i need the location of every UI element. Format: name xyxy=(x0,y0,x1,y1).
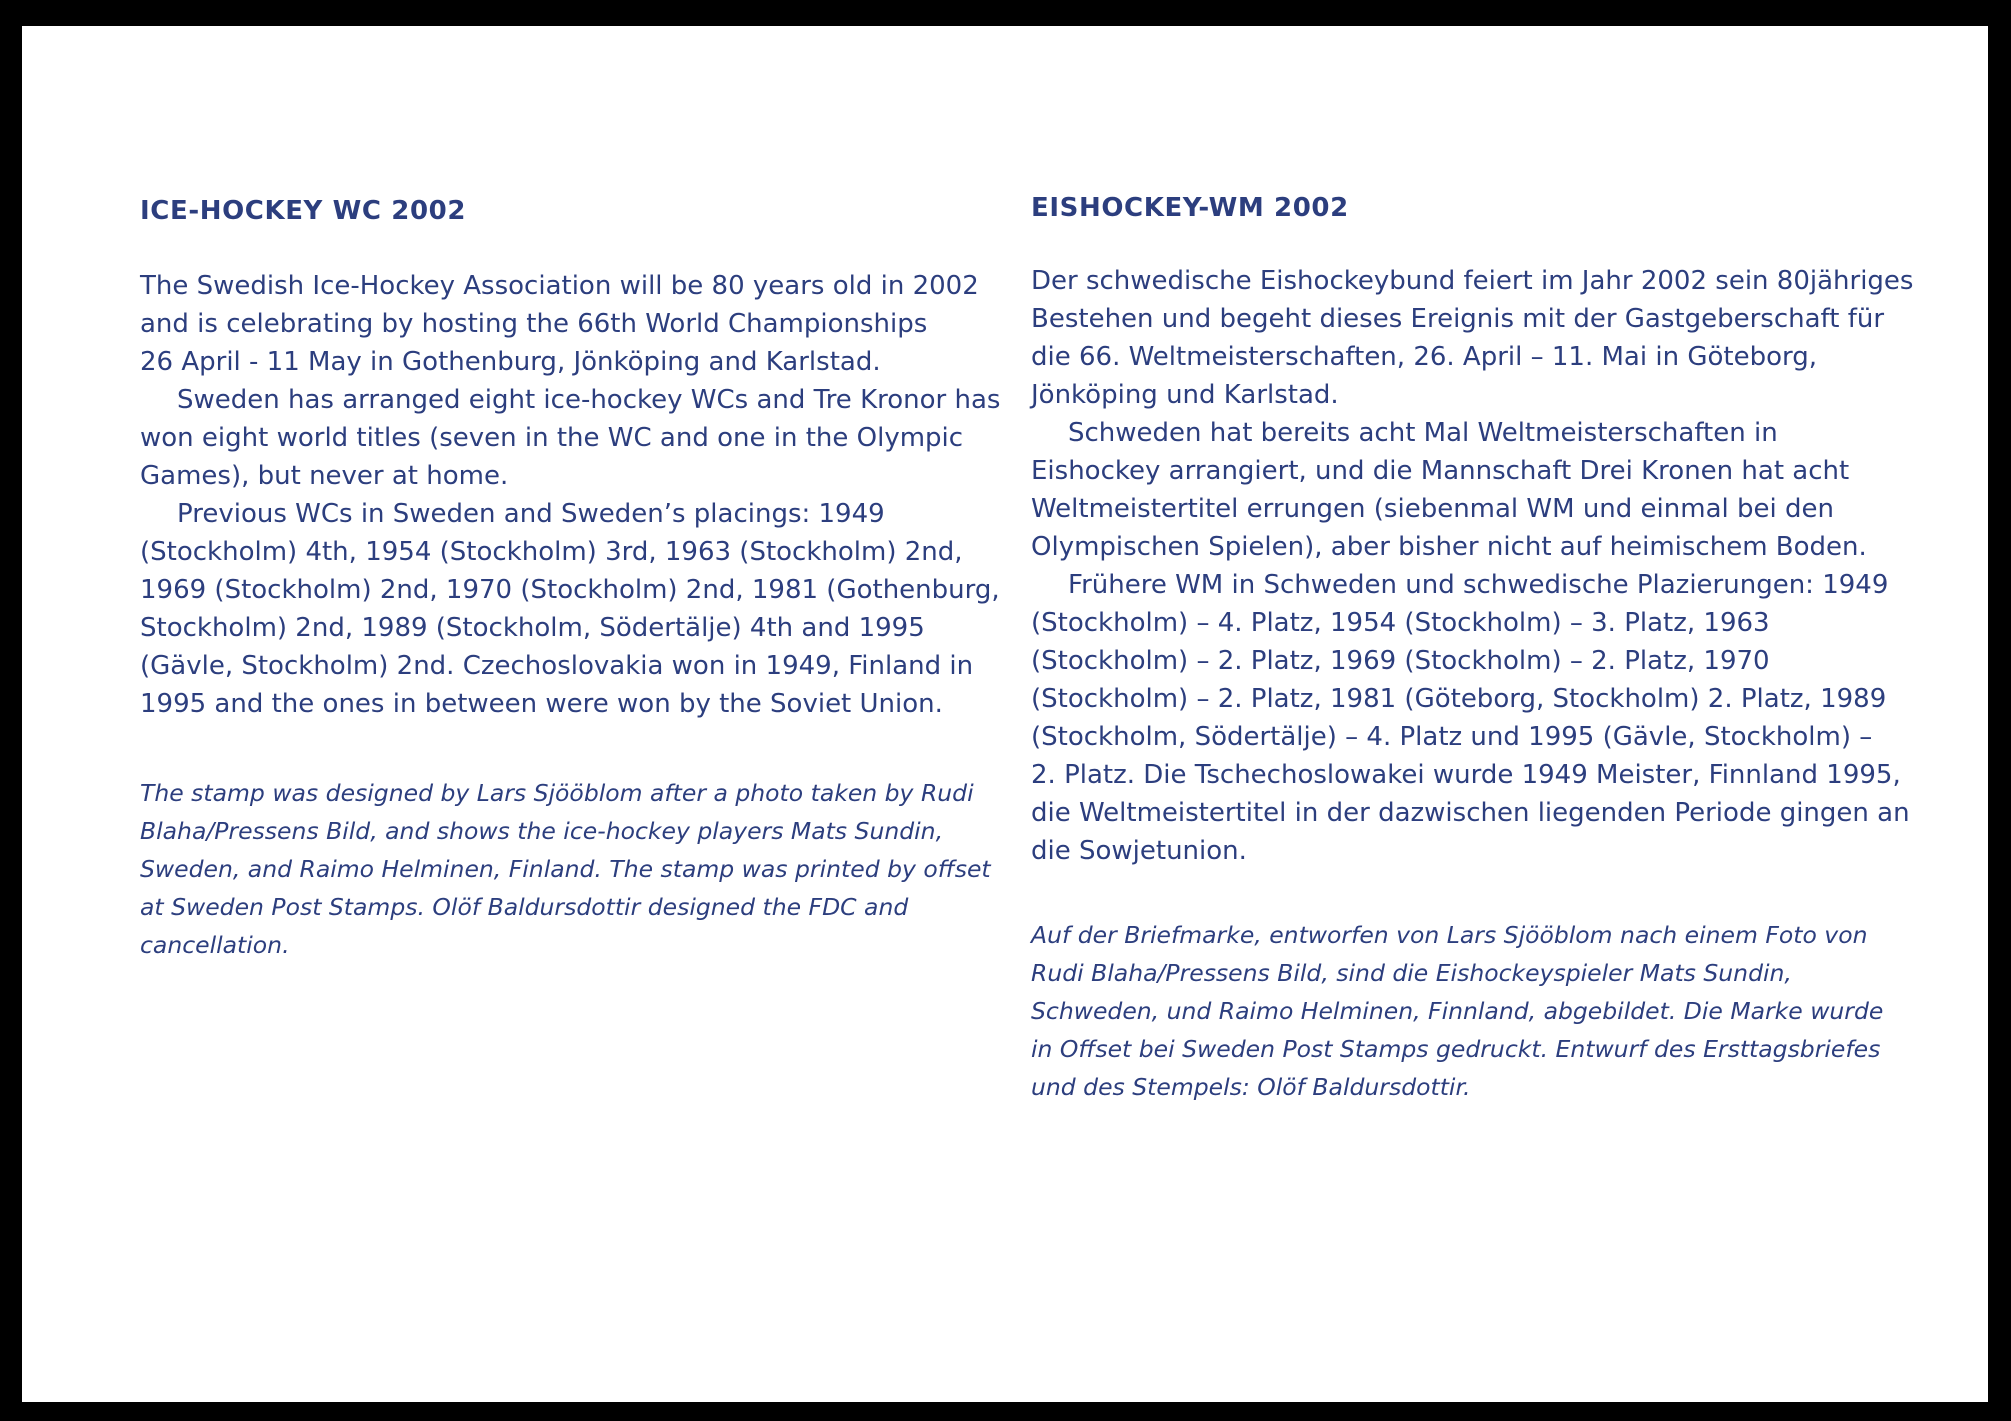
text-line: Jönköping und Karlstad. xyxy=(1031,380,1339,410)
caption-line: cancellation. xyxy=(140,931,290,959)
text-line: (Stockholm) – 2. Platz, 1969 (Stockholm) – 2. Platz, 1970 xyxy=(1031,646,1770,676)
german-title: EISHOCKEY-WM 2002 xyxy=(1031,193,1349,223)
text-line: 1969 (Stockholm) 2nd, 1970 (Stockholm) 2nd, 1981 (Gothenburg, xyxy=(140,575,1000,605)
text-line: Frühere WM in Schweden und schwedische Plazierungen: 1949 xyxy=(1068,570,1889,600)
text-line: die Sowjetunion. xyxy=(1031,836,1247,866)
text-line: Sweden has arranged eight ice-hockey WCs and Tre Kronor has xyxy=(177,385,1001,415)
text-line: Olympischen Spielen), aber bisher nicht auf heimischem Boden. xyxy=(1031,532,1867,562)
text-line: (Gävle, Stockholm) 2nd. Czechoslovakia won in 1949, Finland in xyxy=(140,651,974,681)
text-line: (Stockholm) – 2. Platz, 1981 (Göteborg, Stockholm) 2. Platz, 1989 xyxy=(1031,684,1887,714)
text-line: Eishockey arrangiert, und die Mannschaft Drei Kronen hat acht xyxy=(1031,456,1850,486)
caption-line: Sweden, and Raimo Helminen, Finland. The stamp was printed by offset xyxy=(140,855,991,883)
text-line: die 66. Weltmeisterschaften, 26. April – 11. Mai in Göteborg, xyxy=(1031,342,1817,372)
caption-line: Schweden, und Raimo Helminen, Finnland, abgebildet. Die Marke wurde xyxy=(1031,997,1884,1025)
text-line: won eight world titles (seven in the WC and one in the Olympic xyxy=(140,423,964,453)
caption-line: Rudi Blaha/Pressens Bild, sind die Eishockeyspieler Mats Sundin, xyxy=(1031,959,1792,987)
text-line: Schweden hat bereits acht Mal Weltmeisterschaften in xyxy=(1068,418,1778,448)
text-line: The Swedish Ice-Hockey Association will be 80 years old in 2002 xyxy=(140,271,979,301)
german-caption xyxy=(1031,916,1883,1106)
english-caption xyxy=(140,774,991,964)
text-line: (Stockholm) – 4. Platz, 1954 (Stockholm) – 3. Platz, 1963 xyxy=(1031,608,1770,638)
english-body xyxy=(140,267,1000,723)
text-line: Previous WCs in Sweden and Sweden’s placings: 1949 xyxy=(177,499,885,529)
document-sheet xyxy=(22,26,1988,1402)
text-line: die Weltmeistertitel in der dazwischen liegenden Periode gingen an xyxy=(1031,798,1910,828)
text-line: Games), but never at home. xyxy=(140,461,509,491)
text-line: Bestehen und begeht dieses Ereignis mit der Gastgeberschaft für xyxy=(1031,304,1885,334)
text-line: (Stockholm, Södertälje) – 4. Platz und 1995 (Gävle, Stockholm) – xyxy=(1031,722,1873,752)
caption-line: The stamp was designed by Lars Sjööblom after a photo taken by Rudi xyxy=(140,779,974,807)
caption-line: und des Stempels: Olöf Baldursdottir. xyxy=(1031,1073,1471,1101)
english-title: ICE-HOCKEY WC 2002 xyxy=(140,196,467,226)
text-line: 1995 and the ones in between were won by the Soviet Union. xyxy=(140,689,943,719)
caption-line: Auf der Briefmarke, entworfen von Lars Sjööblom nach einem Foto von xyxy=(1031,921,1868,949)
text-line: (Stockholm) 4th, 1954 (Stockholm) 3rd, 1963 (Stockholm) 2nd, xyxy=(140,537,963,567)
text-line: 26 April - 11 May in Gothenburg, Jönköping and Karlstad. xyxy=(140,347,881,377)
text-line: and is celebrating by hosting the 66th World Championships xyxy=(140,309,928,339)
text-line: 2. Platz. Die Tschechoslowakei wurde 1949 Meister, Finnland 1995, xyxy=(1031,760,1901,790)
caption-line: Blaha/Pressens Bild, and shows the ice-hockey players Mats Sundin, xyxy=(140,817,944,845)
german-body xyxy=(1031,262,1913,870)
text-line: Stockholm) 2nd, 1989 (Stockholm, Södertälje) 4th and 1995 xyxy=(140,613,925,643)
caption-line: at Sweden Post Stamps. Olöf Baldursdottir designed the FDC and xyxy=(140,893,909,921)
text-line: Weltmeistertitel errungen (siebenmal WM und einmal bei den xyxy=(1031,494,1834,524)
text-line: Der schwedische Eishockeybund feiert im Jahr 2002 sein 80jähriges xyxy=(1031,266,1914,296)
caption-line: in Offset bei Sweden Post Stamps gedruckt. Entwurf des Ersttagsbriefes xyxy=(1031,1035,1881,1063)
